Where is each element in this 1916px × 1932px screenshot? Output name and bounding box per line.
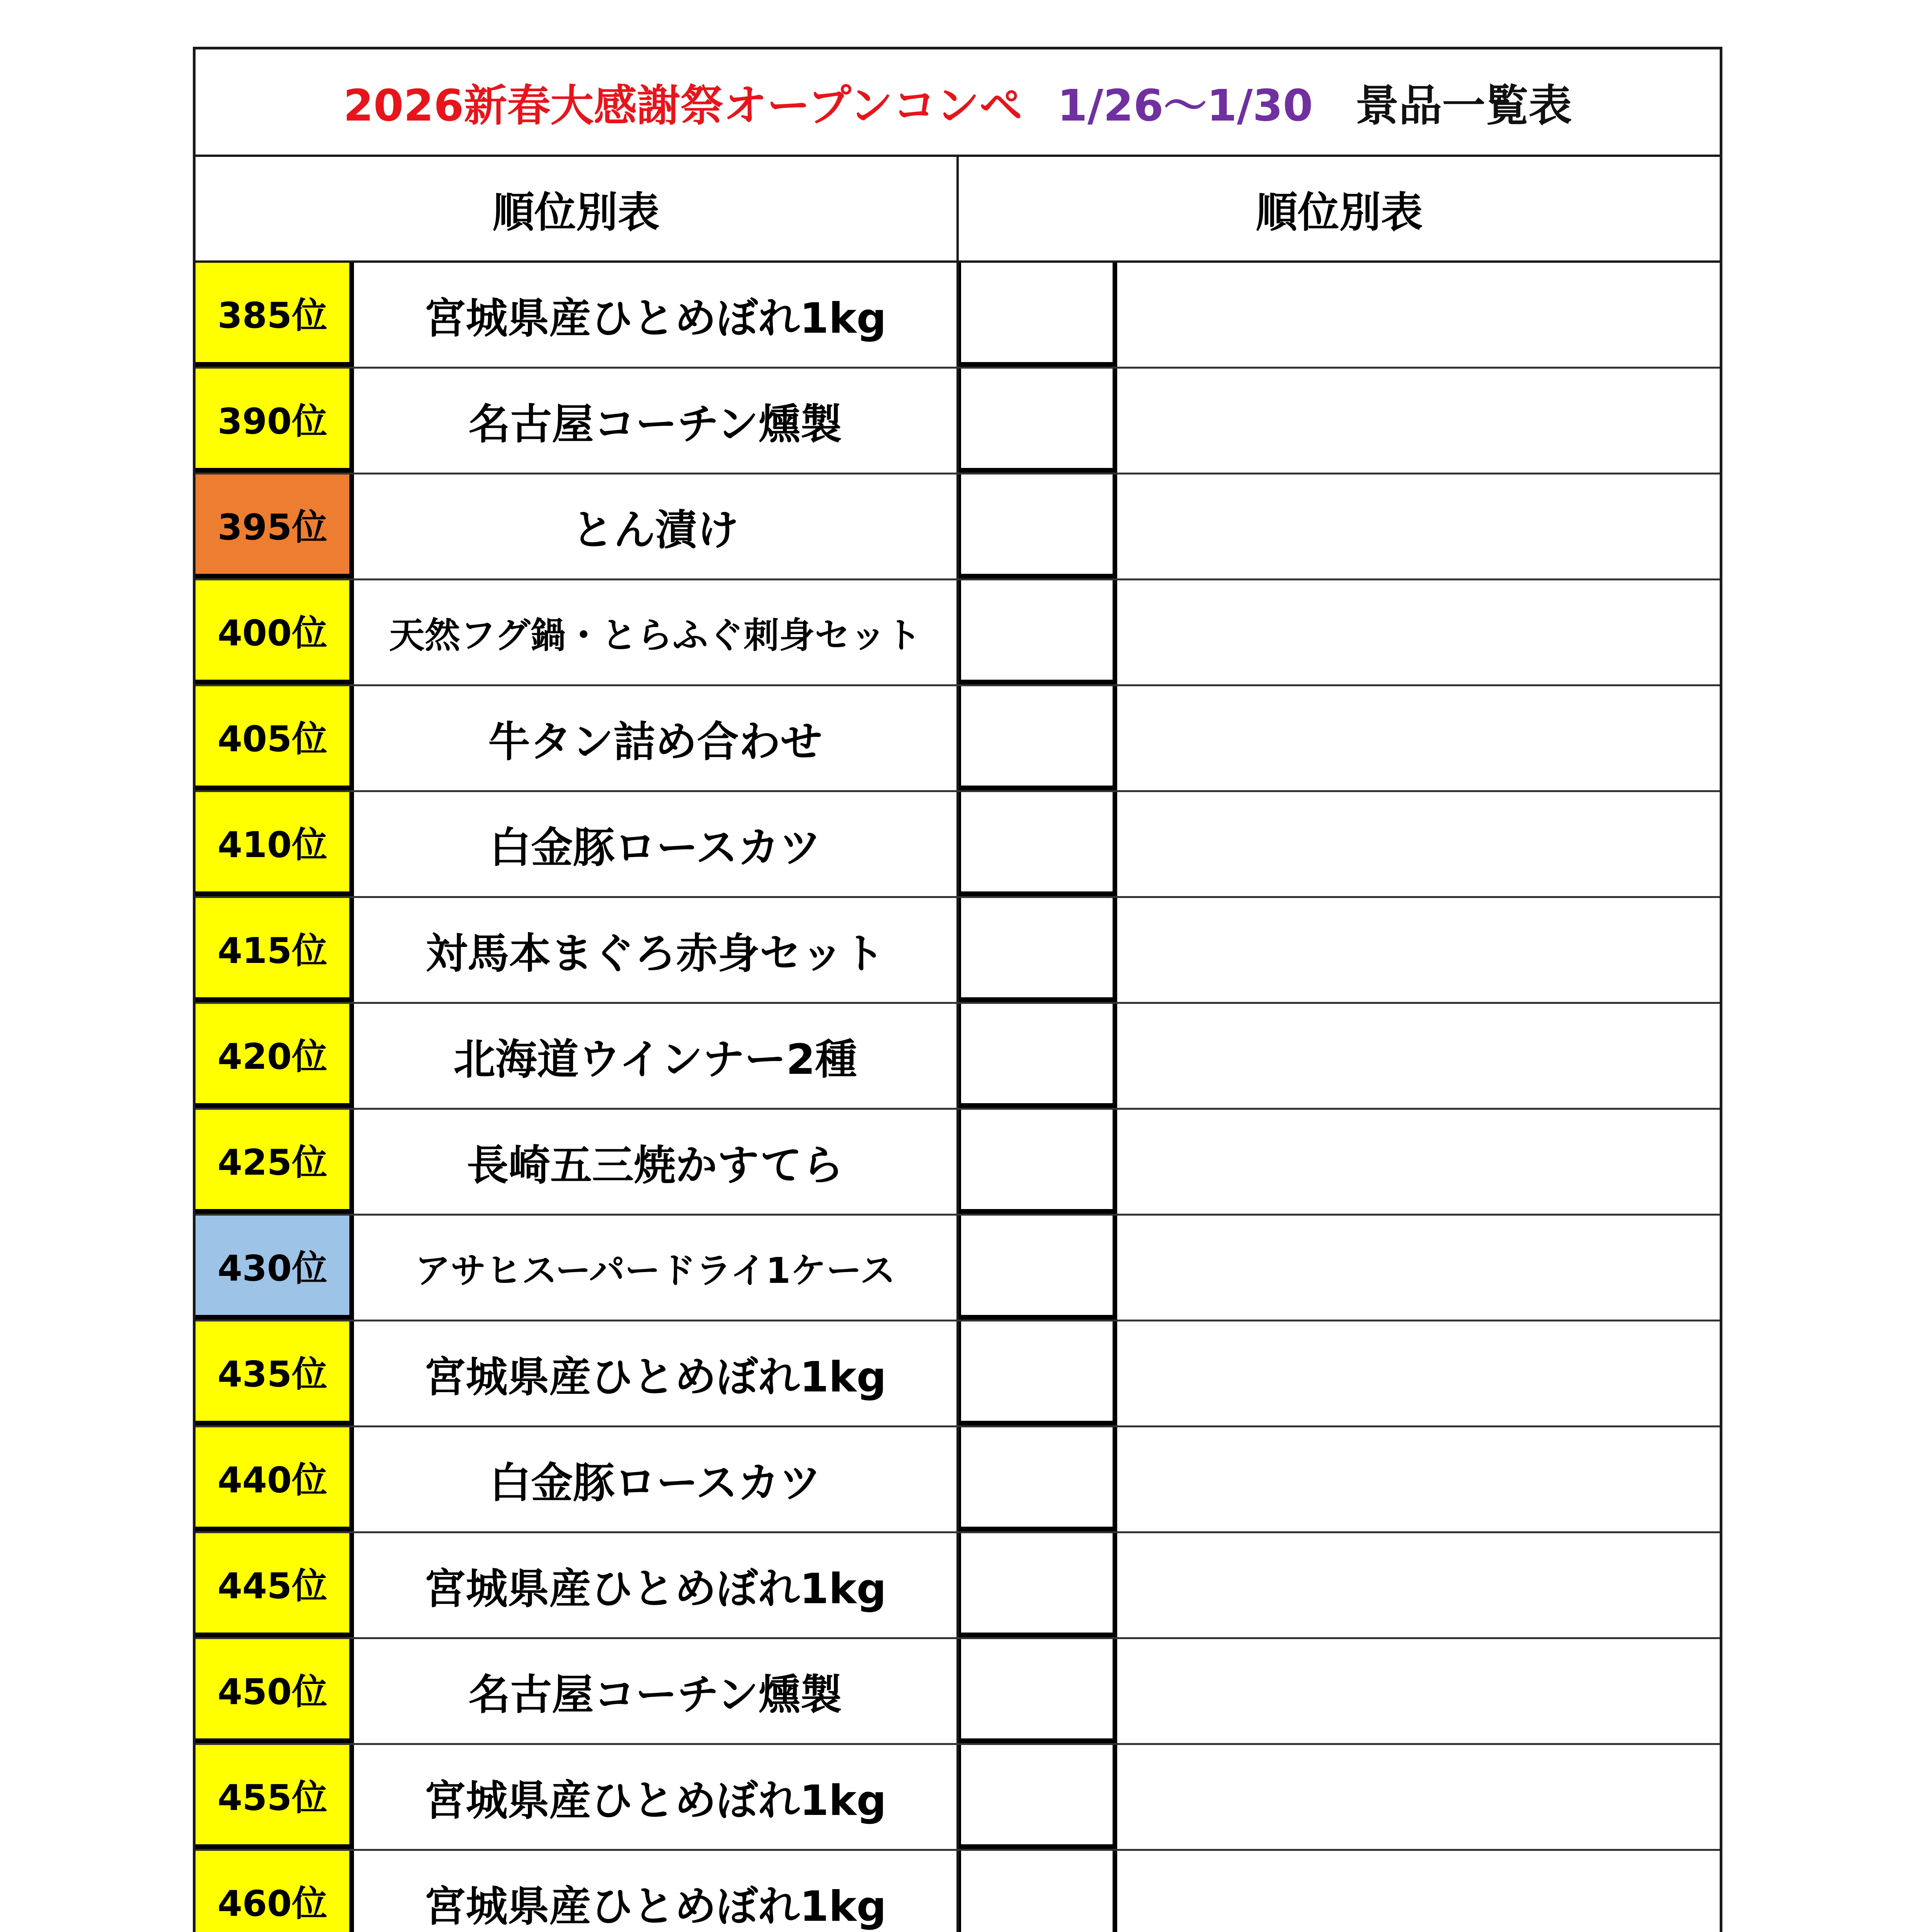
rank-cell-right	[959, 1745, 1117, 1849]
prize-cell: 北海道ウインナー2種	[354, 1004, 959, 1108]
title-main: 2026新春大感謝祭オープンコンペ	[343, 80, 1023, 131]
table-row	[196, 1321, 1720, 1427]
prize-cell-right	[1117, 1745, 1720, 1849]
prize-cell: 名古屋コーチン燻製	[354, 369, 959, 473]
rank-cell: 445位	[196, 1533, 354, 1637]
prize-cell-right	[1117, 1110, 1720, 1214]
prize-cell: 宮城県産ひとめぼれ1kg	[354, 1533, 959, 1637]
prize-cell-right	[1117, 1216, 1720, 1320]
prize-cell-right	[1117, 1004, 1720, 1108]
header-row	[196, 157, 1720, 263]
rank-cell: 450位	[196, 1639, 354, 1743]
rank-cell: 435位	[196, 1321, 354, 1425]
rank-cell-right	[959, 1639, 1117, 1743]
table-row	[196, 1216, 1720, 1321]
rank-cell: 400位	[196, 580, 354, 684]
prize-cell-right	[1117, 1321, 1720, 1425]
table-row	[196, 1639, 1720, 1745]
rank-cell: 405位	[196, 686, 354, 790]
header-left: 順位別表	[196, 157, 959, 260]
rank-cell: 440位	[196, 1427, 354, 1531]
prize-cell-right	[1117, 1639, 1720, 1743]
prize-cell: 白金豚ロースカツ	[354, 1427, 959, 1531]
rank-cell-right	[959, 1110, 1117, 1214]
table-row	[196, 686, 1720, 792]
prize-cell: 対馬本まぐろ赤身セット	[354, 898, 959, 1002]
table-row	[196, 580, 1720, 686]
prize-cell: 宮城県産ひとめぼれ1kg	[354, 263, 959, 367]
prize-cell-right	[1117, 474, 1720, 578]
rank-cell: 460位	[196, 1851, 354, 1932]
rank-cell: 425位	[196, 1110, 354, 1214]
table-row	[196, 1004, 1720, 1110]
title-row	[196, 49, 1720, 157]
rank-cell-right	[959, 474, 1117, 578]
prize-cell-right	[1117, 369, 1720, 473]
rank-cell-right	[959, 1321, 1117, 1425]
rank-cell: 390位	[196, 369, 354, 473]
table-row	[196, 898, 1720, 1004]
prize-cell: 牛タン詰め合わせ	[354, 686, 959, 790]
title-suffix: 景品一覧表	[1355, 80, 1572, 131]
prize-cell-right	[1117, 1427, 1720, 1531]
table-row	[196, 1745, 1720, 1851]
prize-cell-right	[1117, 1533, 1720, 1637]
prize-cell-right	[1117, 580, 1720, 684]
table-row	[196, 1427, 1720, 1533]
rank-cell: 455位	[196, 1745, 354, 1849]
rank-cell: 420位	[196, 1004, 354, 1108]
table-row	[196, 369, 1720, 474]
rank-cell-right	[959, 898, 1117, 1002]
prize-cell-right	[1117, 898, 1720, 1002]
prize-cell-right	[1117, 792, 1720, 896]
table-row	[196, 1851, 1720, 1932]
rank-cell: 385位	[196, 263, 354, 367]
prize-cell: 白金豚ロースカツ	[354, 792, 959, 896]
table-row	[196, 263, 1720, 369]
prize-cell: アサヒスーパードライ1ケース	[354, 1216, 959, 1320]
rank-cell-right	[959, 1533, 1117, 1637]
prize-cell-right	[1117, 686, 1720, 790]
prize-cell: 宮城県産ひとめぼれ1kg	[354, 1321, 959, 1425]
table-row	[196, 1110, 1720, 1216]
prize-cell: とん漬け	[354, 474, 959, 578]
rank-cell-right	[959, 580, 1117, 684]
rank-cell: 430位	[196, 1216, 354, 1320]
prize-cell-right	[1117, 263, 1720, 367]
rank-cell: 395位	[196, 474, 354, 578]
rank-cell-right	[959, 686, 1117, 790]
header-right: 順位別表	[1256, 188, 1423, 237]
prize-cell: 宮城県産ひとめぼれ1kg	[354, 1851, 959, 1932]
table-row	[196, 1533, 1720, 1639]
table-row	[196, 792, 1720, 898]
prize-cell: 名古屋コーチン燻製	[354, 1639, 959, 1743]
rank-cell: 410位	[196, 792, 354, 896]
rank-cell-right	[959, 1427, 1117, 1531]
rank-cell-right	[959, 263, 1117, 367]
prize-table	[193, 47, 1722, 1932]
prize-cell-right	[1117, 1851, 1720, 1932]
prize-cell: 長崎五三焼かすてら	[354, 1110, 959, 1214]
prize-cell: 宮城県産ひとめぼれ1kg	[354, 1745, 959, 1849]
rank-cell-right	[959, 1851, 1117, 1932]
title-dates: 1/26～1/30	[1057, 80, 1313, 131]
rank-cell-right	[959, 1216, 1117, 1320]
prize-cell: 天然フグ鍋・とらふぐ刺身セット	[354, 580, 959, 684]
rank-cell-right	[959, 369, 1117, 473]
table-row	[196, 474, 1720, 580]
rank-cell-right	[959, 1004, 1117, 1108]
rank-cell: 415位	[196, 898, 354, 1002]
rank-cell-right	[959, 792, 1117, 896]
